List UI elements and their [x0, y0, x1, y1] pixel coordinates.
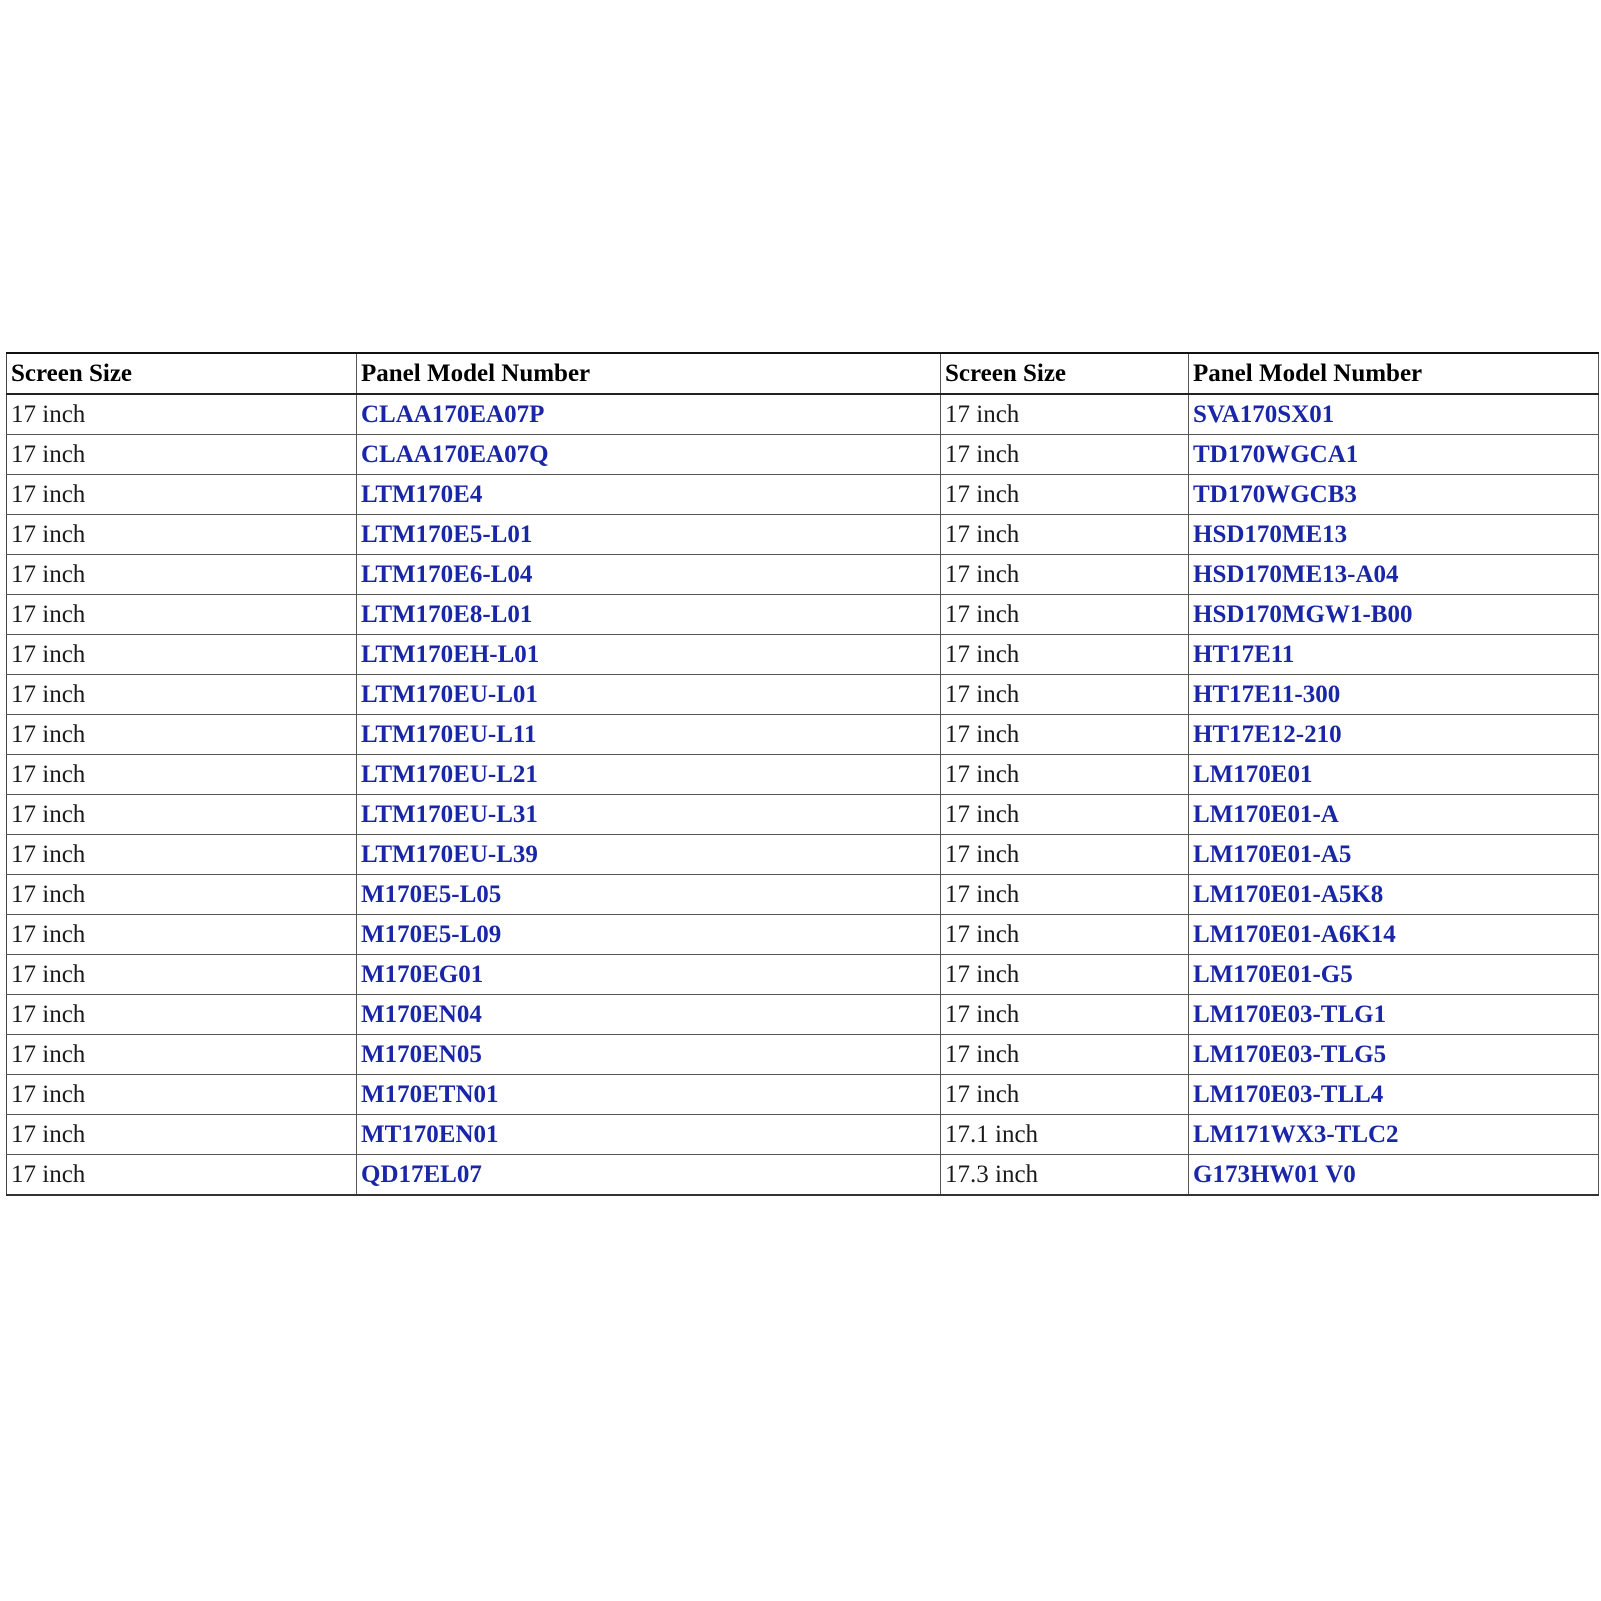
- table-row: [7, 675, 1599, 715]
- screen-size-cell: 17 inch: [7, 595, 357, 635]
- panel-model-link[interactable]: LTM170E8-L01: [357, 595, 941, 635]
- screen-size-cell: 17 inch: [7, 1115, 357, 1155]
- panel-model-link[interactable]: LTM170E4: [357, 475, 941, 515]
- screen-size-cell: 17 inch: [7, 995, 357, 1035]
- panel-model-link[interactable]: M170EG01: [357, 955, 941, 995]
- screen-size-cell: 17 inch: [7, 394, 357, 435]
- panel-model-link[interactable]: LTM170EU-L39: [357, 835, 941, 875]
- screen-size-cell: 17.1 inch: [941, 1115, 1189, 1155]
- table-row: [7, 1035, 1599, 1075]
- screen-size-cell: 17 inch: [941, 1075, 1189, 1115]
- screen-size-cell: 17 inch: [941, 875, 1189, 915]
- screen-size-cell: 17 inch: [941, 595, 1189, 635]
- panel-model-link[interactable]: QD17EL07: [357, 1155, 941, 1196]
- screen-size-cell: 17 inch: [941, 715, 1189, 755]
- screen-size-cell: 17 inch: [941, 755, 1189, 795]
- panel-model-link[interactable]: LM170E01-A5: [1189, 835, 1599, 875]
- screen-size-cell: 17 inch: [7, 795, 357, 835]
- screen-size-cell: 17 inch: [941, 555, 1189, 595]
- screen-size-cell: 17 inch: [941, 675, 1189, 715]
- panel-model-link[interactable]: M170E5-L05: [357, 875, 941, 915]
- screen-size-cell: 17 inch: [7, 1155, 357, 1196]
- screen-size-cell: 17 inch: [7, 1035, 357, 1075]
- table-row: [7, 595, 1599, 635]
- panel-model-link[interactable]: M170EN05: [357, 1035, 941, 1075]
- screen-size-cell: 17 inch: [941, 475, 1189, 515]
- screen-size-cell: 17 inch: [7, 555, 357, 595]
- table-row: [7, 1075, 1599, 1115]
- panel-model-link[interactable]: SVA170SX01: [1189, 394, 1599, 435]
- header-panel-model-left: Panel Model Number: [357, 353, 941, 394]
- table-header-row: [7, 353, 1599, 394]
- table-row: [7, 915, 1599, 955]
- screen-size-cell: 17 inch: [7, 755, 357, 795]
- table-row: [7, 715, 1599, 755]
- table-row: [7, 635, 1599, 675]
- table-row: [7, 955, 1599, 995]
- panel-model-link[interactable]: M170ETN01: [357, 1075, 941, 1115]
- screen-size-cell: 17 inch: [941, 1035, 1189, 1075]
- screen-size-cell: 17.3 inch: [941, 1155, 1189, 1196]
- table-row: [7, 1155, 1599, 1196]
- panel-model-link[interactable]: TD170WGCB3: [1189, 475, 1599, 515]
- panel-model-link[interactable]: HSD170ME13: [1189, 515, 1599, 555]
- panel-model-link[interactable]: HT17E11: [1189, 635, 1599, 675]
- panel-model-link[interactable]: LTM170E5-L01: [357, 515, 941, 555]
- panel-model-link[interactable]: LM170E01-A5K8: [1189, 875, 1599, 915]
- panel-model-link[interactable]: CLAA170EA07P: [357, 394, 941, 435]
- panel-model-link[interactable]: LTM170EU-L21: [357, 755, 941, 795]
- table-row: [7, 1115, 1599, 1155]
- panel-model-link[interactable]: LM171WX3-TLC2: [1189, 1115, 1599, 1155]
- panel-model-link[interactable]: CLAA170EA07Q: [357, 435, 941, 475]
- table-row: [7, 875, 1599, 915]
- panel-model-link[interactable]: TD170WGCA1: [1189, 435, 1599, 475]
- panel-model-link[interactable]: HT17E11-300: [1189, 675, 1599, 715]
- screen-size-cell: 17 inch: [7, 915, 357, 955]
- header-screen-size-right: Screen Size: [941, 353, 1189, 394]
- table-row: [7, 835, 1599, 875]
- screen-size-cell: 17 inch: [7, 675, 357, 715]
- panel-model-link[interactable]: LTM170EU-L11: [357, 715, 941, 755]
- panel-model-link[interactable]: HSD170ME13-A04: [1189, 555, 1599, 595]
- screen-size-cell: 17 inch: [7, 835, 357, 875]
- screen-size-cell: 17 inch: [7, 515, 357, 555]
- panel-model-link[interactable]: HSD170MGW1-B00: [1189, 595, 1599, 635]
- panel-model-link[interactable]: LM170E01: [1189, 755, 1599, 795]
- screen-size-cell: 17 inch: [941, 435, 1189, 475]
- panel-model-link[interactable]: LTM170EU-L01: [357, 675, 941, 715]
- screen-size-cell: 17 inch: [941, 635, 1189, 675]
- screen-size-cell: 17 inch: [941, 995, 1189, 1035]
- table-row: [7, 435, 1599, 475]
- screen-size-cell: 17 inch: [7, 635, 357, 675]
- table-row: [7, 515, 1599, 555]
- panel-model-link[interactable]: LM170E03-TLG1: [1189, 995, 1599, 1035]
- screen-size-cell: 17 inch: [941, 795, 1189, 835]
- header-screen-size-left: Screen Size: [7, 353, 357, 394]
- screen-size-cell: 17 inch: [941, 515, 1189, 555]
- panel-model-link[interactable]: LM170E01-A6K14: [1189, 915, 1599, 955]
- table-row: [7, 795, 1599, 835]
- screen-size-cell: 17 inch: [7, 715, 357, 755]
- screen-size-cell: 17 inch: [7, 1075, 357, 1115]
- table-row: [7, 755, 1599, 795]
- screen-size-cell: 17 inch: [941, 394, 1189, 435]
- panel-model-link[interactable]: G173HW01 V0: [1189, 1155, 1599, 1196]
- panel-model-link[interactable]: MT170EN01: [357, 1115, 941, 1155]
- screen-size-cell: 17 inch: [941, 915, 1189, 955]
- table-row: [7, 394, 1599, 435]
- panel-model-link[interactable]: HT17E12-210: [1189, 715, 1599, 755]
- screen-size-cell: 17 inch: [7, 435, 357, 475]
- panel-model-link[interactable]: LTM170EH-L01: [357, 635, 941, 675]
- screen-size-cell: 17 inch: [941, 835, 1189, 875]
- panel-model-table: [6, 352, 1599, 1196]
- panel-model-link[interactable]: LTM170EU-L31: [357, 795, 941, 835]
- panel-model-link[interactable]: LM170E03-TLL4: [1189, 1075, 1599, 1115]
- table-row: [7, 475, 1599, 515]
- header-panel-model-right: Panel Model Number: [1189, 353, 1599, 394]
- screen-size-cell: 17 inch: [7, 475, 357, 515]
- table-row: [7, 555, 1599, 595]
- table-row: [7, 995, 1599, 1035]
- screen-size-cell: 17 inch: [7, 955, 357, 995]
- table-body: [7, 394, 1599, 1195]
- screen-size-cell: 17 inch: [941, 955, 1189, 995]
- panel-model-link[interactable]: LM170E03-TLG5: [1189, 1035, 1599, 1075]
- panel-model-link[interactable]: M170EN04: [357, 995, 941, 1035]
- screen-size-cell: 17 inch: [7, 875, 357, 915]
- panel-model-link[interactable]: LTM170E6-L04: [357, 555, 941, 595]
- panel-model-link[interactable]: LM170E01-A: [1189, 795, 1599, 835]
- panel-model-link[interactable]: LM170E01-G5: [1189, 955, 1599, 995]
- panel-model-link[interactable]: M170E5-L09: [357, 915, 941, 955]
